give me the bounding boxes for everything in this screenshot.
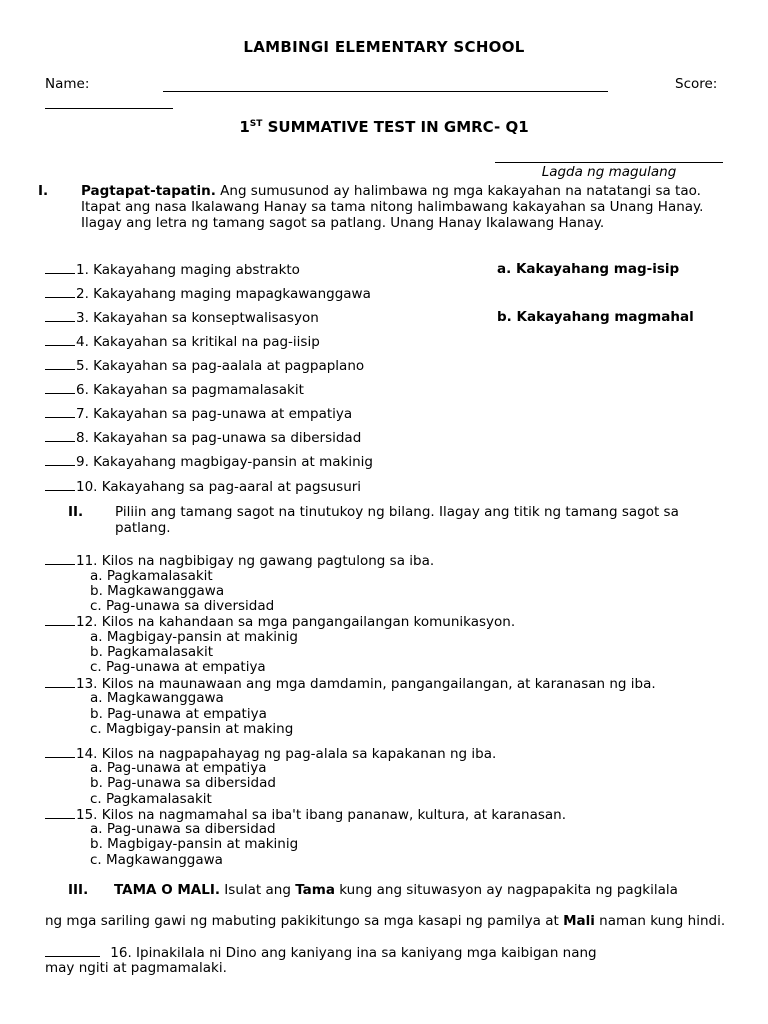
question-13-option-a: a. Magkawanggawa — [90, 690, 224, 706]
section1-item-2: 2. Kakayahang maging mapagkawanggawa — [45, 285, 371, 302]
question-12-option-b: b. Pagkamalasakit — [90, 644, 213, 660]
question-12-option-a: a. Magbigay-pansin at makinig — [90, 629, 298, 645]
name-blank-line[interactable] — [163, 91, 608, 92]
answer-blank[interactable] — [45, 261, 75, 274]
question-11-option-a: a. Pagkamalasakit — [90, 568, 213, 584]
answer-blank[interactable] — [45, 381, 75, 394]
answer-blank[interactable] — [45, 357, 75, 370]
section1-item-10: 10. Kakayahang sa pag-aaral at pagsusuri — [45, 478, 361, 495]
question-11: 11. Kilos na nagbibigay ng gawang pagtulong sa iba. — [45, 552, 434, 569]
section1-item-6: 6. Kakayahan sa pagmamalasakit — [45, 381, 304, 398]
section1-item-9: 9. Kakayahang magbigay-pansin at makinig — [45, 453, 373, 470]
question-14-option-b: b. Pag-unawa sa dibersidad — [90, 775, 276, 791]
choice-b: b. Kakayahang magmahal — [497, 309, 694, 325]
signature-line[interactable] — [495, 162, 723, 163]
answer-blank[interactable] — [45, 333, 75, 346]
question-14-option-a: a. Pag-unawa at empatiya — [90, 760, 267, 776]
name-label: Name: — [45, 76, 90, 92]
question-14-option-c: c. Pagkamalasakit — [90, 791, 212, 807]
question-16: 16. Ipinakilala ni Dino ang kaniyang ina sa kaniyang mga kaibigan nang — [45, 944, 597, 961]
section1-item-7: 7. Kakayahan sa pag-unawa at empatiya — [45, 405, 352, 422]
school-name: LAMBINGI ELEMENTARY SCHOOL — [243, 38, 525, 56]
answer-blank[interactable] — [45, 285, 75, 298]
answer-blank[interactable] — [45, 613, 75, 626]
signature-label: Lagda ng magulang — [541, 164, 677, 180]
section1-instructions: Pagtapat-tapatin. Ang sumusunod ay halimbawa ng mga kakayahan na natatangi sa tao. Itapat ang nasa Ikalawang Hanay sa tama nitong halimbawang kakayahan sa Unang Hanay. Ilagay ang letra ng tamang sagot sa patlang. Unang Hanay Ikalawang Hanay. — [81, 183, 704, 231]
answer-blank[interactable] — [45, 745, 75, 758]
answer-blank[interactable] — [45, 944, 100, 957]
question-11-option-b: b. Magkawanggawa — [90, 583, 225, 599]
question-15-option-b: b. Magbigay-pansin at makinig — [90, 836, 299, 852]
score-blank-line[interactable] — [45, 108, 173, 109]
answer-blank[interactable] — [45, 429, 75, 442]
section1-number: I. — [38, 183, 49, 199]
question-15-option-c: c. Magkawanggawa — [90, 852, 223, 868]
question-13-option-c: c. Magbigay-pansin at making — [90, 721, 294, 737]
section3-number: III. — [68, 882, 89, 898]
question-13: 13. Kilos na maunawaan ang mga damdamin, pangangailangan, at karanasan ng iba. — [45, 675, 656, 692]
section2-number: II. — [68, 504, 84, 520]
answer-blank[interactable] — [45, 675, 75, 688]
choice-a: a. Kakayahang mag-isip — [497, 261, 680, 277]
section1-item-1: 1. Kakayahang maging abstrakto — [45, 261, 300, 278]
answer-blank[interactable] — [45, 552, 75, 565]
answer-blank[interactable] — [45, 806, 75, 819]
answer-blank[interactable] — [45, 478, 75, 491]
question-12-option-c: c. Pag-unawa at empatiya — [90, 659, 266, 675]
question-15-option-a: a. Pag-unawa sa dibersidad — [90, 821, 276, 837]
section3-instructions: TAMA O MALI. Isulat ang Tama kung ang situwasyon ay nagpapakita ng pagkilala — [114, 882, 678, 898]
answer-blank[interactable] — [45, 309, 75, 322]
question-12: 12. Kilos na kahandaan sa mga pangangailangan komunikasyon. — [45, 613, 515, 630]
section2-instructions: Piliin ang tamang sagot na tinutukoy ng bilang. Ilagay ang titik ng tamang sagot sa patlang. — [115, 504, 679, 536]
test-title: 1ST SUMMATIVE TEST IN GMRC- Q1 — [239, 118, 529, 136]
question-11-option-c: c. Pag-unawa sa diversidad — [90, 598, 275, 614]
section1-item-3: 3. Kakayahan sa konseptwalisasyon — [45, 309, 319, 326]
score-label: Score: — [675, 76, 718, 92]
question-15: 15. Kilos na nagmamahal sa iba't ibang pananaw, kultura, at karanasan. — [45, 806, 566, 823]
section1-item-8: 8. Kakayahan sa pag-unawa sa dibersidad — [45, 429, 361, 446]
section1-item-5: 5. Kakayahan sa pag-aalala at pagpaplano — [45, 357, 364, 374]
section1-item-4: 4. Kakayahan sa kritikal na pag-iisip — [45, 333, 320, 350]
question-14: 14. Kilos na nagpapahayag ng pag-alala sa kapakanan ng iba. — [45, 745, 496, 762]
section3-instructions-continued: ng mga sariling gawi ng mabuting pakikitungo sa mga kasapi ng pamilya at Mali naman kung hindi. — [45, 913, 726, 929]
question-16-continued: may ngiti at pagmamalaki. — [45, 960, 227, 976]
answer-blank[interactable] — [45, 453, 75, 466]
question-13-option-b: b. Pag-unawa at empatiya — [90, 706, 267, 722]
answer-blank[interactable] — [45, 405, 75, 418]
